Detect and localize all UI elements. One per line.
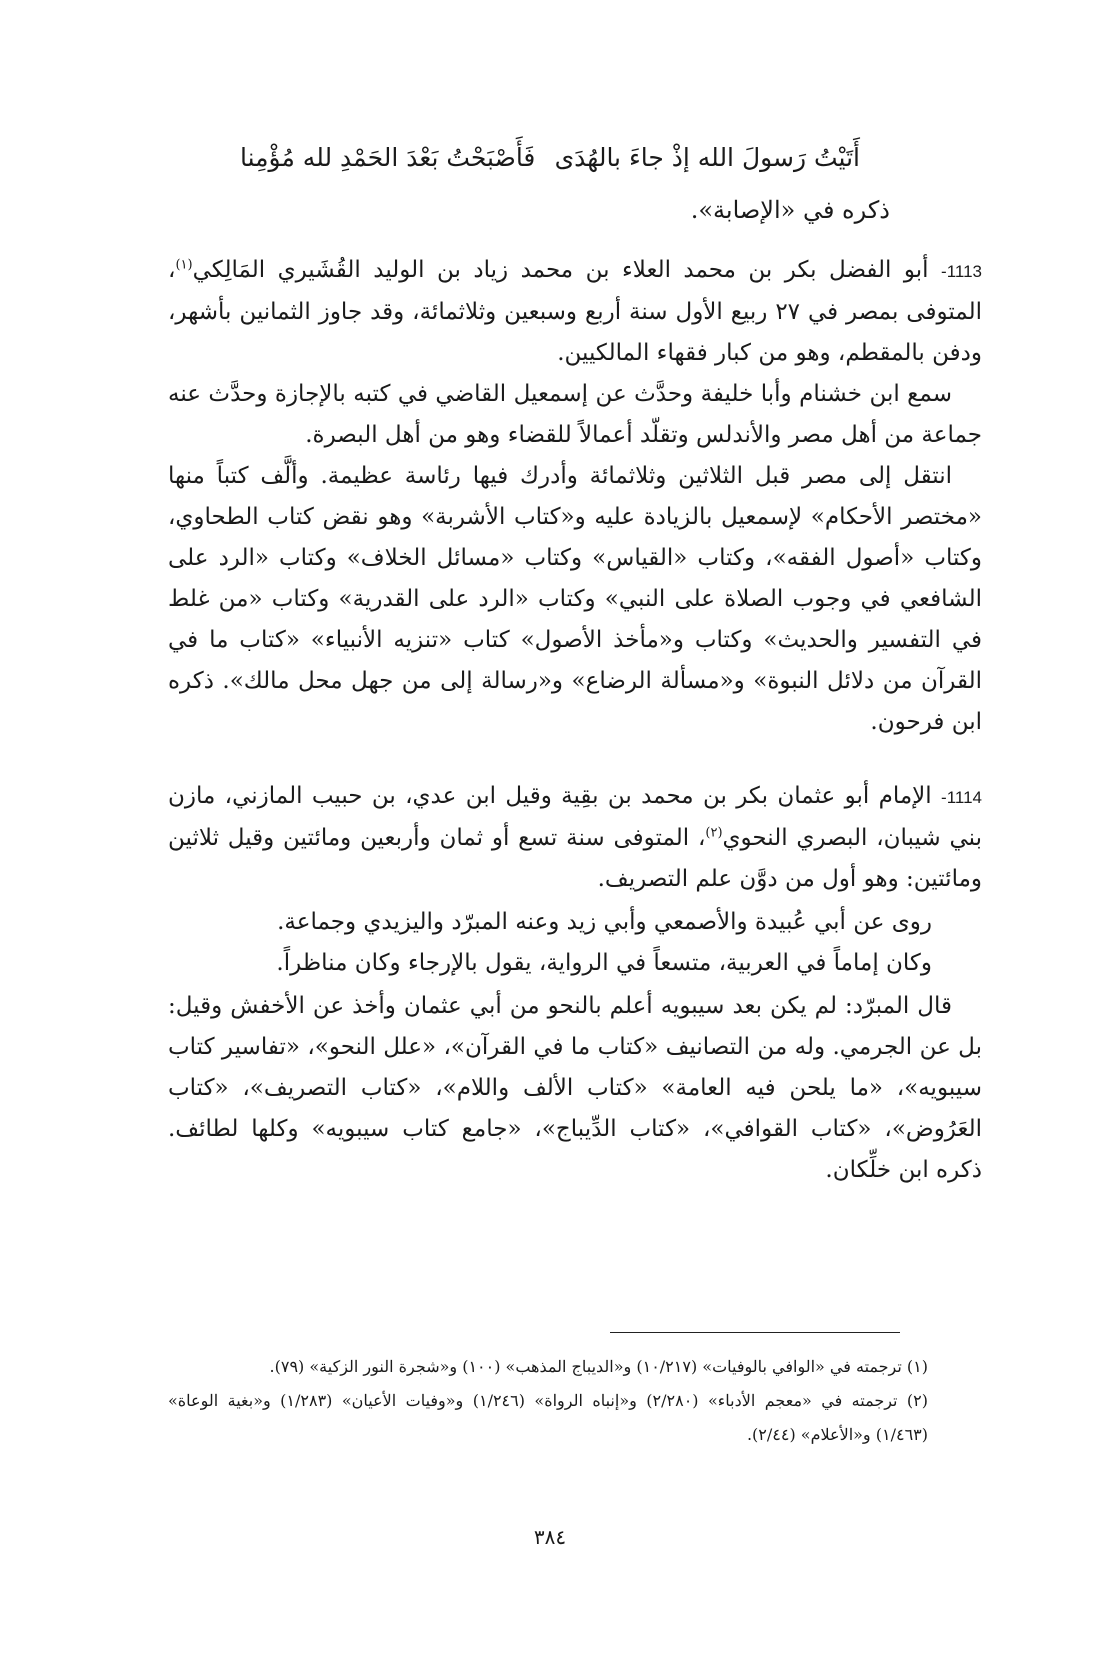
poetry-verse	[240, 136, 860, 180]
footnotes	[168, 1350, 928, 1452]
entry-header-continuation: ، المتوفى بمصر في ٢٧ ربيع الأول سنة أربع وسبعين وثلاثمائة، وقد جاوز الثمانين بأشهر، ودفن بالمقطم، وهو من كبار فقهاء المالكيين.	[168, 257, 982, 366]
footnote: (١) ترجمته في «الوافي بالوفيات» (١٠/٢١٧) و«الديباج المذهب» (١٠٠) و«شجرة النور الزكية» (٧٩).	[269, 1357, 928, 1376]
verse-left-hemistich: فَأَصْبَحْتُ بَعْدَ الحَمْدِ لله مُؤْمِنا	[240, 143, 536, 172]
footnote-reference: (١)	[175, 257, 193, 273]
verse-source-note: ذكره في «الإصابة».	[690, 196, 890, 224]
entry-header	[168, 776, 982, 900]
entry-line: وكان إماماً في العربية، متسعاً في الرواية، يقول بالإرجاء وكان مناظراً.	[276, 950, 932, 976]
page-number: ٣٨٤	[533, 1525, 567, 1549]
entry-paragraph: سمع ابن خشنام وأبا خليفة وحدَّث عن إسمعيل القاضي في كتبه بالإجازة وحدَّث عنه جماعة من أهل مصر والأندلس وتقلّد أعمالاً للقضاء وهو من أهل البصرة.	[168, 381, 982, 448]
entry-number: 1113-	[941, 262, 982, 281]
entry-closing	[168, 986, 982, 1191]
verse-right-hemistich: أَتَيْتُ رَسولَ الله إذْ جاءَ بالهُدَى	[554, 143, 860, 172]
entry-line: روى عن أبي عُبيدة والأصمعي وأبي زيد وعنه المبرّد واليزيدي وجماعة.	[277, 909, 932, 935]
entry-number: 1114-	[941, 788, 982, 807]
entry-subject-name: الإمام أبو عثمان بكر بن محمد بن بقِية وقيل ابن عدي، بن حبيب المازني، مازن بني شيبان، البصري النحوي	[168, 783, 982, 851]
entry-subject-name: أبو الفضل بكر بن محمد العلاء بن محمد زياد بن الوليد القُشَيري المَالِكي	[192, 257, 942, 283]
biography-entry	[168, 776, 982, 900]
footnote-reference: (٢)	[705, 825, 723, 841]
entry-header	[168, 250, 982, 374]
biography-entry	[168, 250, 982, 743]
footnote-separator	[610, 1332, 900, 1333]
entry-header-continuation: ، المتوفى سنة تسع أو ثمان وأربعين ومائتين وقيل ثلاثين ومائتين: وهو أول من دوَّن علم التصريف.	[168, 825, 982, 892]
entry-paragraph: قال المبرّد: لم يكن بعد سيبويه أعلم بالنحو من أبي عثمان وأخذ عن الأخفش وقيل: بل عن الجرمي. وله من التصانيف «كتاب ما في القرآن»، «علل النحو»، «تفاسير كتاب سيبويه»، «ما يلحن فيه العامة» «كتاب الألف واللام»، «كتاب التصريف»، «كتاب العَرُوض»، «كتاب القوافي»، «كتاب الدِّيباج»، «جامع كتاب سيبويه» وكلها لطائف. ذكره ابن خلِّكان.	[168, 993, 982, 1183]
footnote: (٢) ترجمته في «معجم الأدباء» (٢/٢٨٠) و«إنباه الرواة» (١/٢٤٦) و«وفيات الأعيان» (١/٢٨٣) و«بغية الوعاة» (١/٤٦٣) و«الأعلام» (٢/٤٤).	[168, 1391, 929, 1444]
entry-indented-lines	[168, 902, 962, 984]
entry-paragraph: انتقل إلى مصر قبل الثلاثين وثلاثمائة وأدرك فيها رئاسة عظيمة. وألَّف كتباً منها «مختصر الأحكام» لإسمعيل بالزيادة عليه و«كتاب الأشربة» وهو نقض كتاب الطحاوي، وكتاب «أصول الفقه»، وكتاب «القياس» وكتاب «مسائل الخلاف» وكتاب «الرد على الشافعي في وجوب الصلاة على النبي» وكتاب «الرد على القدرية» وكتاب «من غلط في التفسير والحديث» وكتاب و«مأخذ الأصول» كتاب «تنزيه الأنبياء» «كتاب ما في القرآن من دلائل النبوة» و«مسألة الرضاع» و«رسالة إلى من جهل محل مالك». ذكره ابن فرحون.	[168, 463, 982, 735]
